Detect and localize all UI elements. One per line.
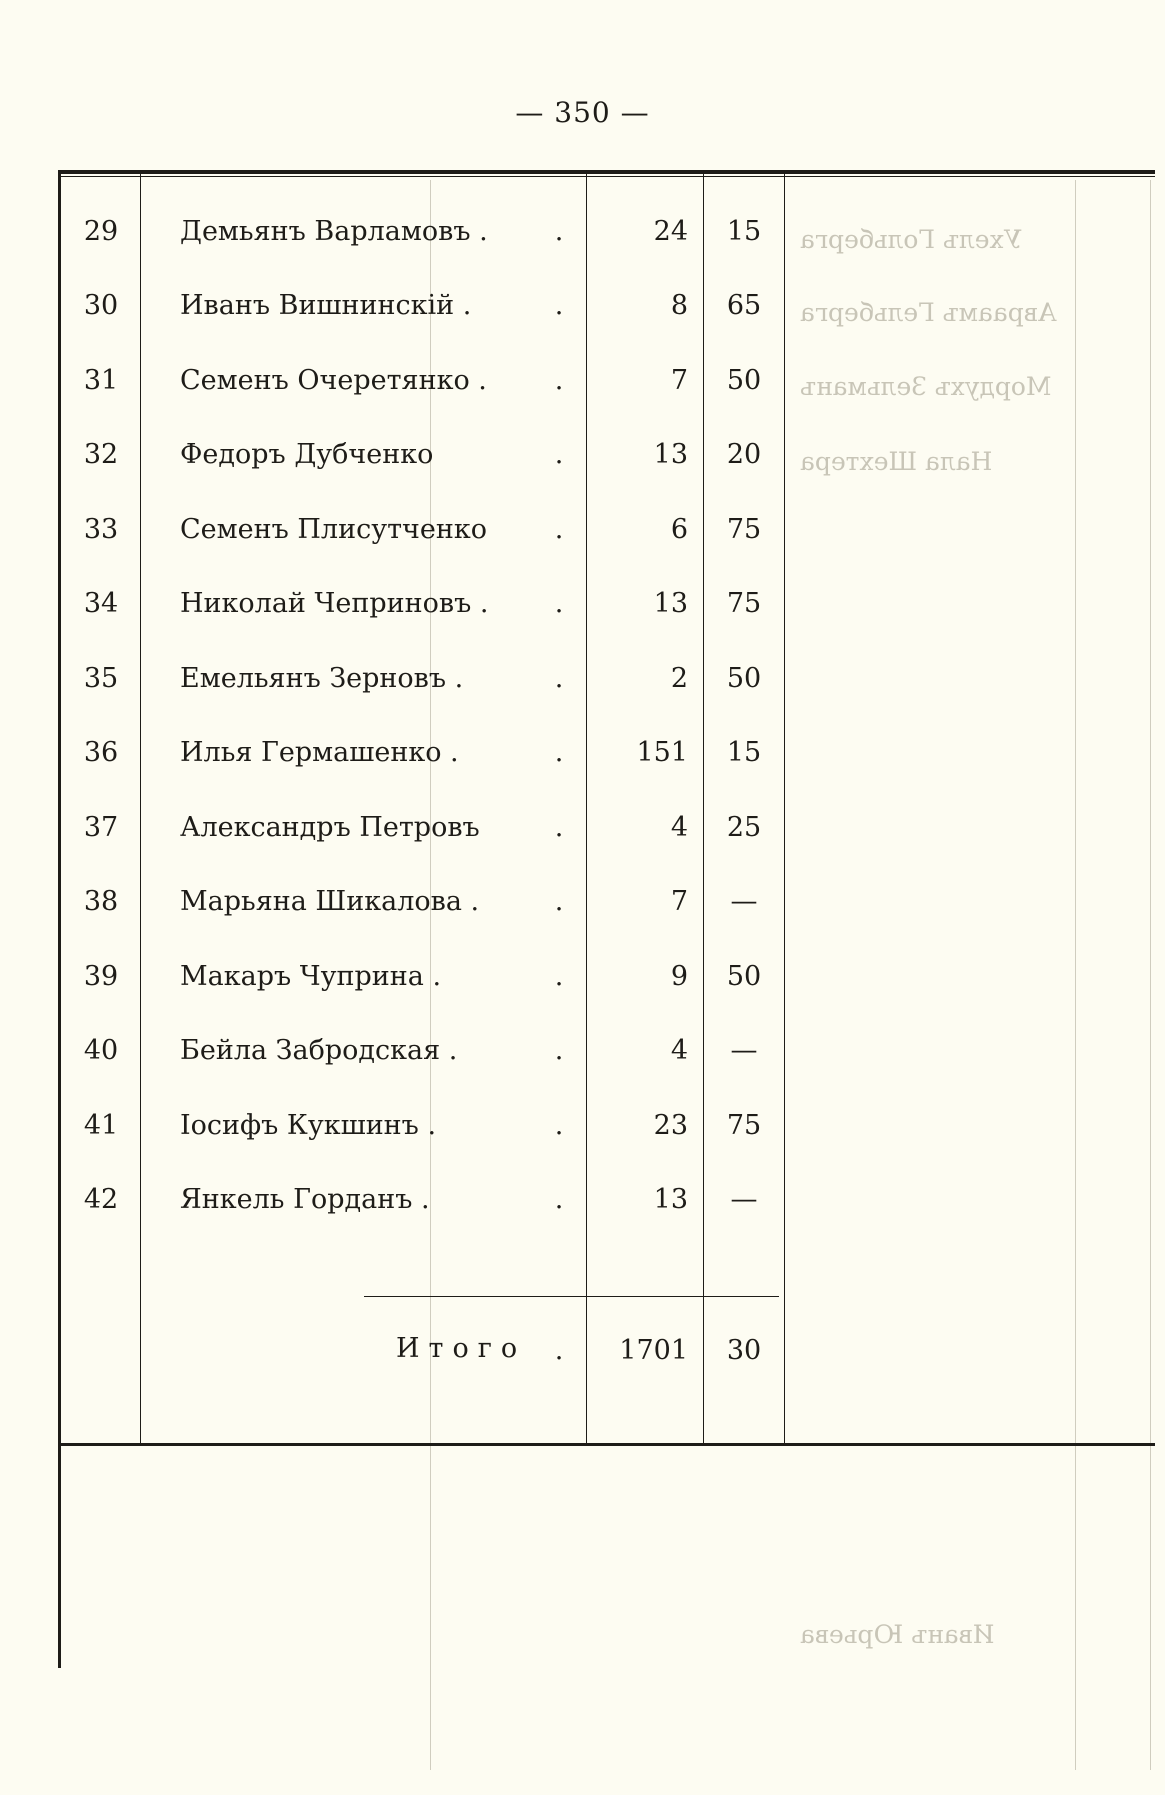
- person-name: Бейла Забродская .: [180, 1035, 458, 1066]
- table-row: [0, 661, 1165, 735]
- row-number: 29: [83, 216, 119, 247]
- empty-column-dot: .: [554, 365, 564, 396]
- empty-column-dot: .: [554, 886, 564, 917]
- amount-kopecks: —: [730, 1184, 758, 1215]
- bleed-through-text: Нала Шехтера: [800, 447, 993, 476]
- table-top-border: [58, 170, 1155, 174]
- amount-kopecks: 75: [726, 514, 762, 545]
- amount-kopecks: 15: [726, 737, 762, 768]
- total-rule: [364, 1296, 779, 1297]
- table-row: [0, 1182, 1165, 1256]
- bleed-through-text: Иванъ Юрьева: [800, 1620, 995, 1649]
- total-row: [0, 1333, 1165, 1407]
- bleed-through-text: Мордухъ Зельманъ: [800, 372, 1052, 401]
- row-number: 31: [83, 365, 119, 396]
- person-name: Семенъ Плисутченко: [180, 514, 487, 545]
- table-row: [0, 735, 1165, 809]
- table-row: [0, 810, 1165, 884]
- total-label: Итого: [396, 1333, 527, 1364]
- row-number: 41: [83, 1110, 119, 1141]
- amount-kopecks: 20: [726, 439, 762, 470]
- row-number: 40: [83, 1035, 119, 1066]
- table-row: [0, 214, 1165, 288]
- person-name: Марьяна Шикалова .: [180, 886, 480, 917]
- empty-column-dot: .: [554, 737, 564, 768]
- amount-kopecks: —: [730, 1035, 758, 1066]
- table-row: [0, 884, 1165, 958]
- person-name: Семенъ Очеретянко .: [180, 365, 487, 396]
- page-number: — 350 —: [515, 96, 650, 129]
- row-number: 37: [83, 812, 119, 843]
- total-kopecks: 30: [726, 1335, 762, 1366]
- empty-column-dot: .: [554, 812, 564, 843]
- row-number: 30: [83, 290, 119, 321]
- row-number: 36: [83, 737, 119, 768]
- table-top-border-thin: [58, 176, 1155, 177]
- amount-rubles: 8: [670, 290, 688, 321]
- table-row: [0, 1033, 1165, 1107]
- amount-rubles: 9: [670, 961, 688, 992]
- person-name: Николай Чеприновъ .: [180, 588, 489, 619]
- row-number: 42: [83, 1184, 119, 1215]
- empty-column-dot: .: [554, 216, 564, 247]
- person-name: Макаръ Чуприна .: [180, 961, 442, 992]
- amount-kopecks: 75: [726, 1110, 762, 1141]
- amount-rubles: 7: [670, 886, 688, 917]
- table-row: [0, 512, 1165, 586]
- person-name: Илья Гермашенко .: [180, 737, 459, 768]
- person-name: Александръ Петровъ: [180, 812, 480, 843]
- amount-rubles: 23: [653, 1110, 688, 1141]
- amount-rubles: 24: [653, 216, 688, 247]
- amount-rubles: 151: [636, 737, 688, 768]
- amount-kopecks: 50: [726, 961, 762, 992]
- amount-rubles: 6: [670, 514, 688, 545]
- row-number: 35: [83, 663, 119, 694]
- person-name: Янкель Горданъ .: [180, 1184, 430, 1215]
- table-row: [0, 586, 1165, 660]
- person-name: Емельянъ Зерновъ .: [180, 663, 464, 694]
- empty-column-dot: .: [554, 663, 564, 694]
- row-number: 33: [83, 514, 119, 545]
- amount-kopecks: 50: [726, 663, 762, 694]
- amount-rubles: 2: [670, 663, 688, 694]
- person-name: Иванъ Вишнинскій .: [180, 290, 472, 321]
- amount-kopecks: 15: [726, 216, 762, 247]
- table-row: [0, 959, 1165, 1033]
- amount-kopecks: 65: [726, 290, 762, 321]
- table-bottom-border: [58, 1443, 1155, 1446]
- table-row: [0, 288, 1165, 362]
- row-number: 34: [83, 588, 119, 619]
- empty-column-dot: .: [554, 961, 564, 992]
- table-row: [0, 1108, 1165, 1182]
- empty-column-dot: .: [554, 439, 564, 470]
- amount-rubles: 13: [653, 439, 688, 470]
- table-row: [0, 363, 1165, 437]
- empty-column-dot: .: [554, 1184, 564, 1215]
- amount-kopecks: 50: [726, 365, 762, 396]
- bleed-through-text: Авраамъ Гельберга: [800, 298, 1057, 327]
- row-number: 32: [83, 439, 119, 470]
- amount-rubles: 13: [653, 588, 688, 619]
- empty-column-dot: .: [554, 1110, 564, 1141]
- empty-column-dot: .: [554, 588, 564, 619]
- person-name: Іосифъ Кукшинъ .: [180, 1110, 437, 1141]
- empty-column-dot: .: [554, 514, 564, 545]
- amount-rubles: 4: [670, 812, 688, 843]
- amount-kopecks: 25: [726, 812, 762, 843]
- row-number: 39: [83, 961, 119, 992]
- amount-kopecks: 75: [726, 588, 762, 619]
- amount-rubles: 7: [670, 365, 688, 396]
- person-name: Федоръ Дубченко: [180, 439, 434, 470]
- table-row: [0, 437, 1165, 511]
- total-rubles: 1701: [619, 1335, 688, 1366]
- empty-column-dot: .: [554, 1035, 564, 1066]
- empty-column-dot: .: [554, 1335, 564, 1366]
- amount-rubles: 13: [653, 1184, 688, 1215]
- bleed-through-text: Ухелъ Гольберга: [800, 225, 1022, 254]
- amount-rubles: 4: [670, 1035, 688, 1066]
- amount-kopecks: —: [730, 886, 758, 917]
- row-number: 38: [83, 886, 119, 917]
- empty-column-dot: .: [554, 290, 564, 321]
- person-name: Демьянъ Варламовъ .: [180, 216, 488, 247]
